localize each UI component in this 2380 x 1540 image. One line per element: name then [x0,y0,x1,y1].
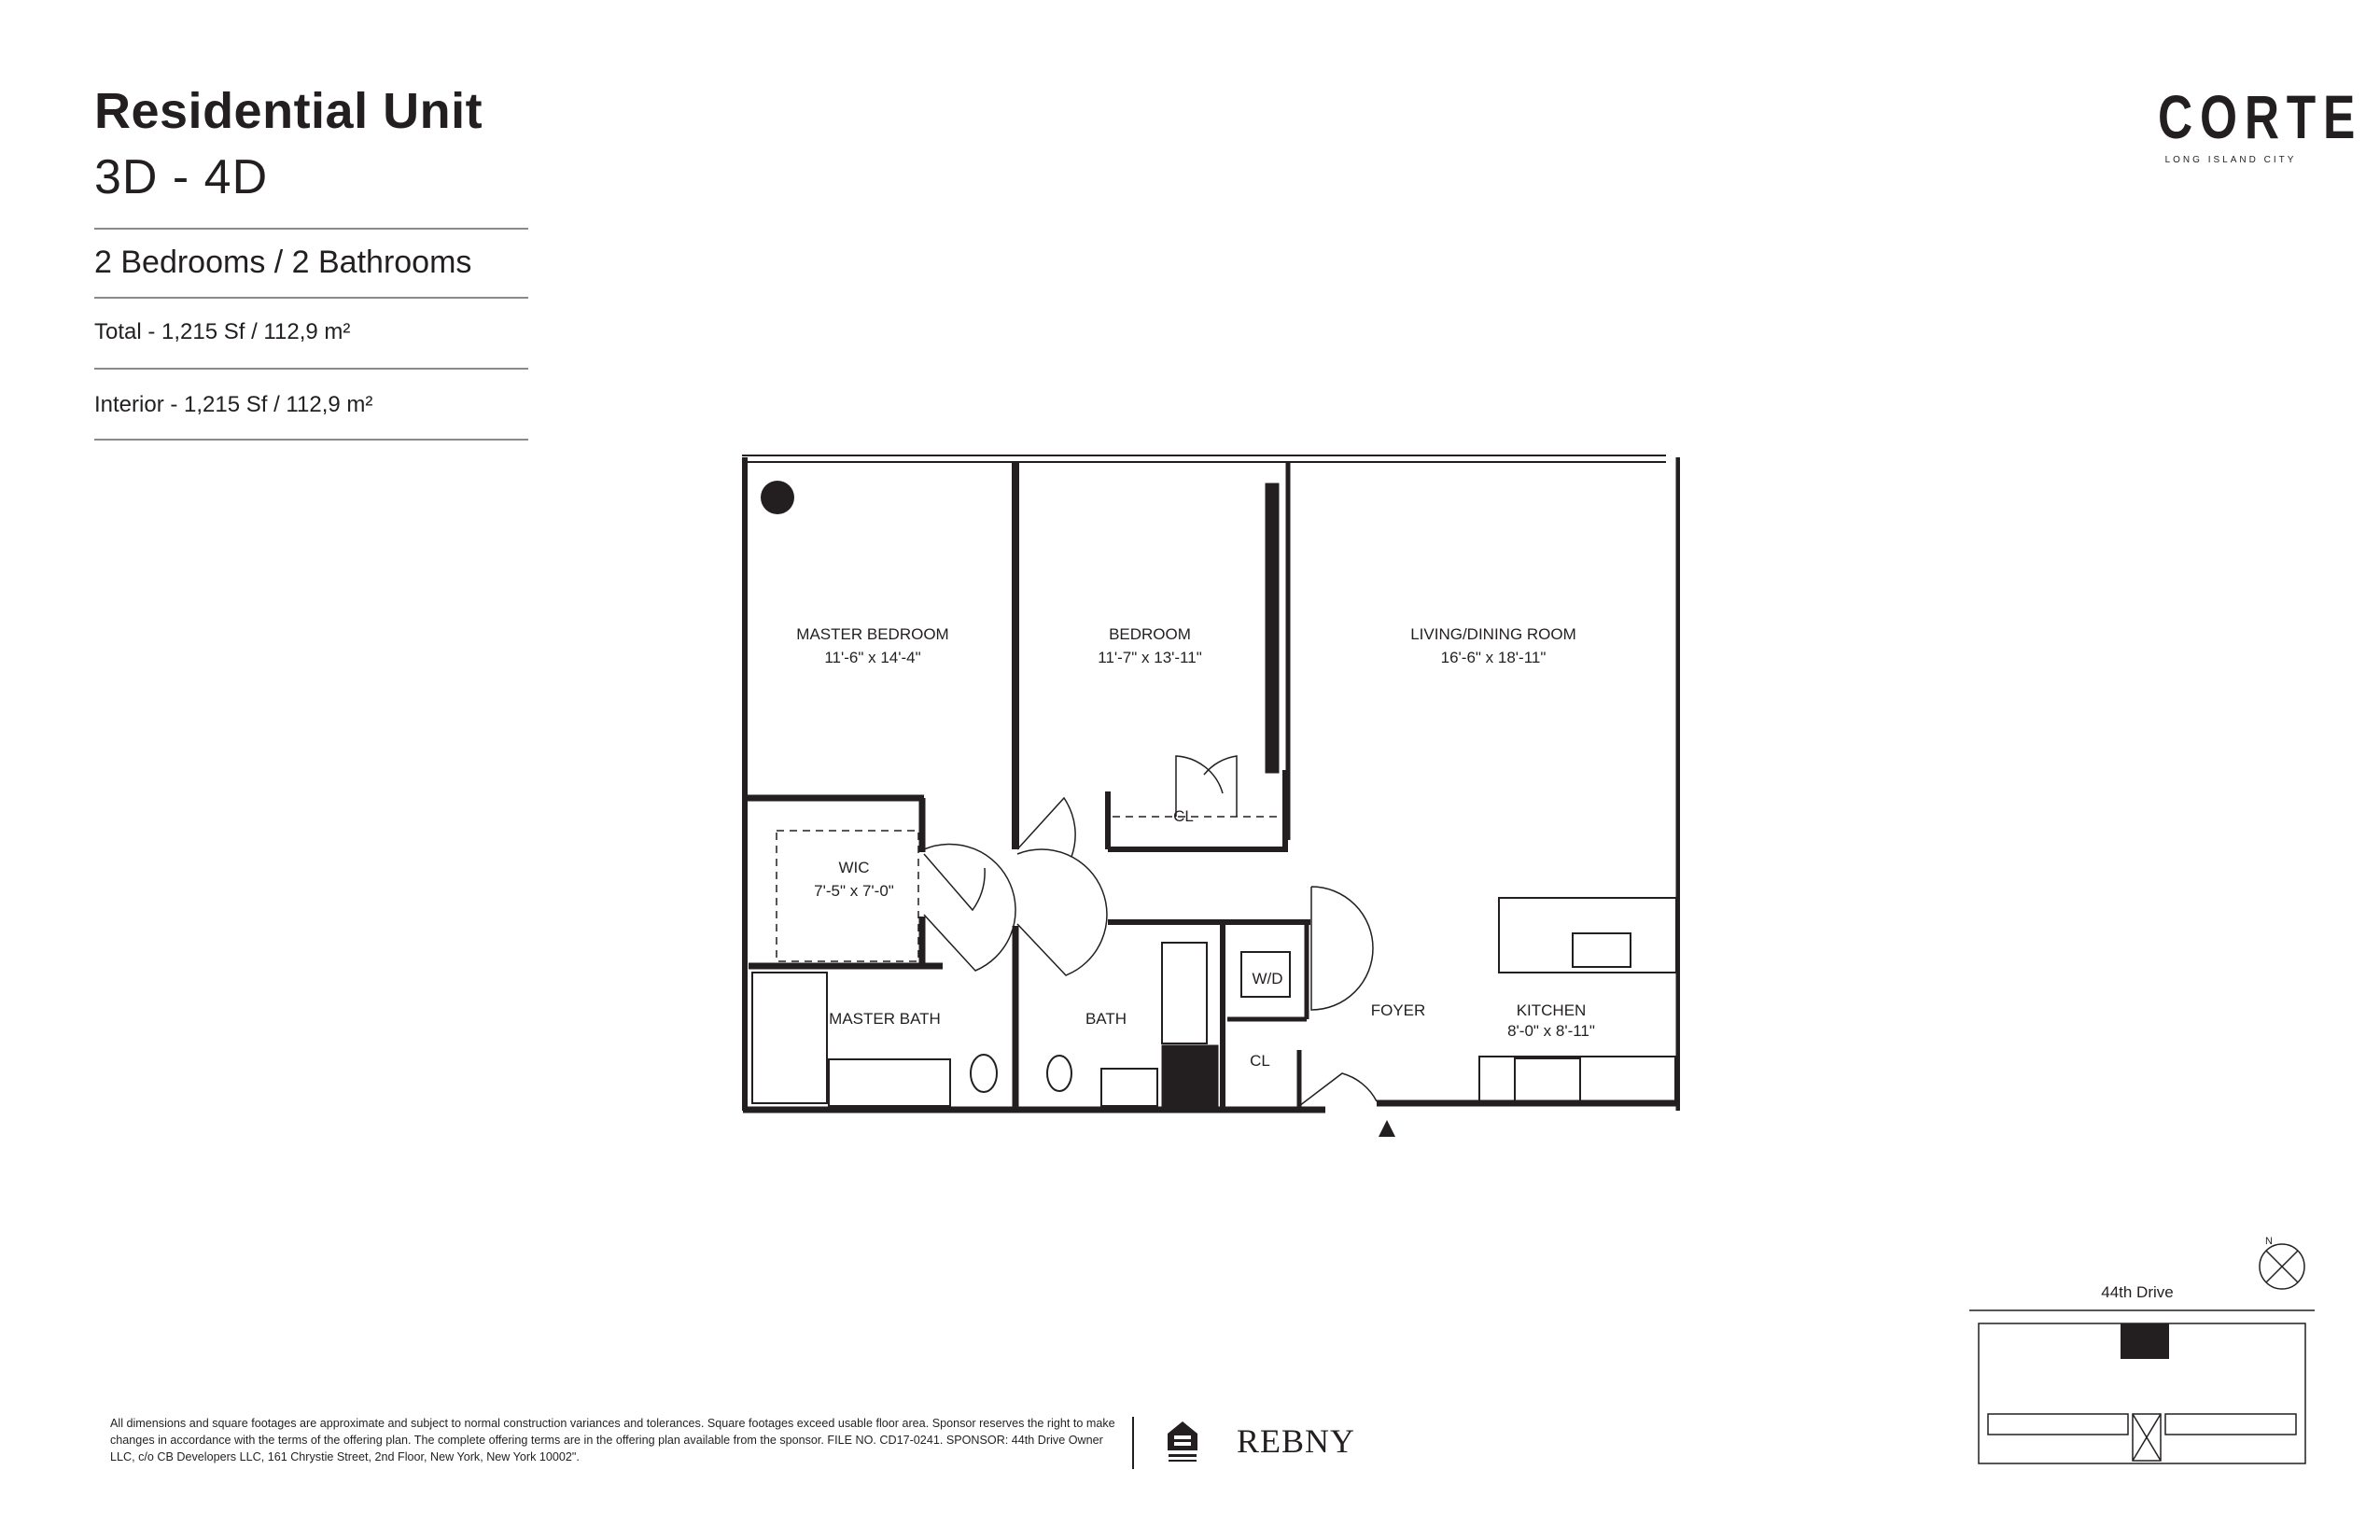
room-label: BATH [1085,1010,1127,1028]
toilet [971,1055,997,1092]
room-label: MASTER BATH [829,1010,941,1028]
column-marker [761,481,794,514]
divider [1132,1417,1134,1469]
kitchen-island [1499,898,1676,973]
room-dims: 8'-0" x 8'-11" [1507,1022,1595,1040]
divider [94,228,528,230]
room-label: MASTER BEDROOM [796,625,949,643]
shower [752,973,827,1103]
room-label: WIC [838,859,870,876]
column [1266,483,1279,773]
vanity [1101,1069,1157,1106]
toilet [1047,1056,1071,1091]
rebny-logo: REBNY [1237,1422,1356,1460]
bathtub [1162,943,1207,1043]
room-label: W/D [1252,970,1283,987]
page-title: Residential Unit [94,83,483,139]
room-label: CL [1173,807,1194,825]
floor-plan [728,439,1680,1148]
divider [94,368,528,370]
interior-area: Interior - 1,215 Sf / 112,9 m² [94,392,373,417]
disclaimer: All dimensions and square footages are approximate and subject to normal construction variances and tolerances. Square footages exceed usable floor area. Sponsor reserves the right to make changes in accordance with the terms of the offering plan. The complete offering terms are in the offering plan available from the sponsor. FILE NO. CD17-0241. SPONSOR: 44th Drive Owner LLC, c/o CB Developers LLC, 161 Chrystie Street, 2nd Floor, New York, New York 10002". [110,1417,1115,1463]
unit-row [2165,1414,2296,1435]
unit-number: 3D - 4D [94,150,269,204]
door-swing [1299,1073,1377,1106]
divider [94,439,528,441]
vanity [829,1059,950,1106]
room-label: BEDROOM [1109,625,1191,643]
room-dims: 16'-6" x 18'-11" [1440,649,1547,666]
unit-highlight [2121,1323,2169,1359]
street-label: 44th Drive [2101,1283,2174,1301]
door-swing [924,854,985,910]
total-area: Total - 1,215 Sf / 112,9 m² [94,319,351,344]
door-swing [1017,798,1075,857]
rooms-summary: 2 Bedrooms / 2 Bathrooms [94,245,472,280]
door-swing [1017,849,1107,975]
entry-marker [1379,1120,1395,1137]
unit-row [1988,1414,2128,1435]
room-label: LIVING/DINING ROOM [1410,625,1576,643]
room-label: CL [1250,1052,1270,1070]
room-dims: 11'-7" x 13'-11" [1098,649,1202,666]
room-label: FOYER [1370,1001,1426,1019]
kitchen-counter [1479,1057,1675,1103]
shaft [1162,1045,1218,1111]
brand-name: CORTE [2158,82,2363,151]
door-swing [1311,887,1373,1010]
room-label: KITCHEN [1516,1001,1587,1019]
brand-logo [2137,82,2363,165]
room-dims: 11'-6" x 14'-4" [824,649,921,666]
divider [94,297,528,299]
equal-housing-opportunity-icon [1165,1419,1200,1465]
north-label: N [2265,1236,2273,1247]
brand-subtitle: LONG ISLAND CITY [2164,155,2297,165]
room-dims: 7'-5" x 7'-0" [814,882,894,900]
stove [1515,1058,1580,1101]
kitchen-sink [1573,933,1631,967]
key-plan [1951,1223,2324,1484]
